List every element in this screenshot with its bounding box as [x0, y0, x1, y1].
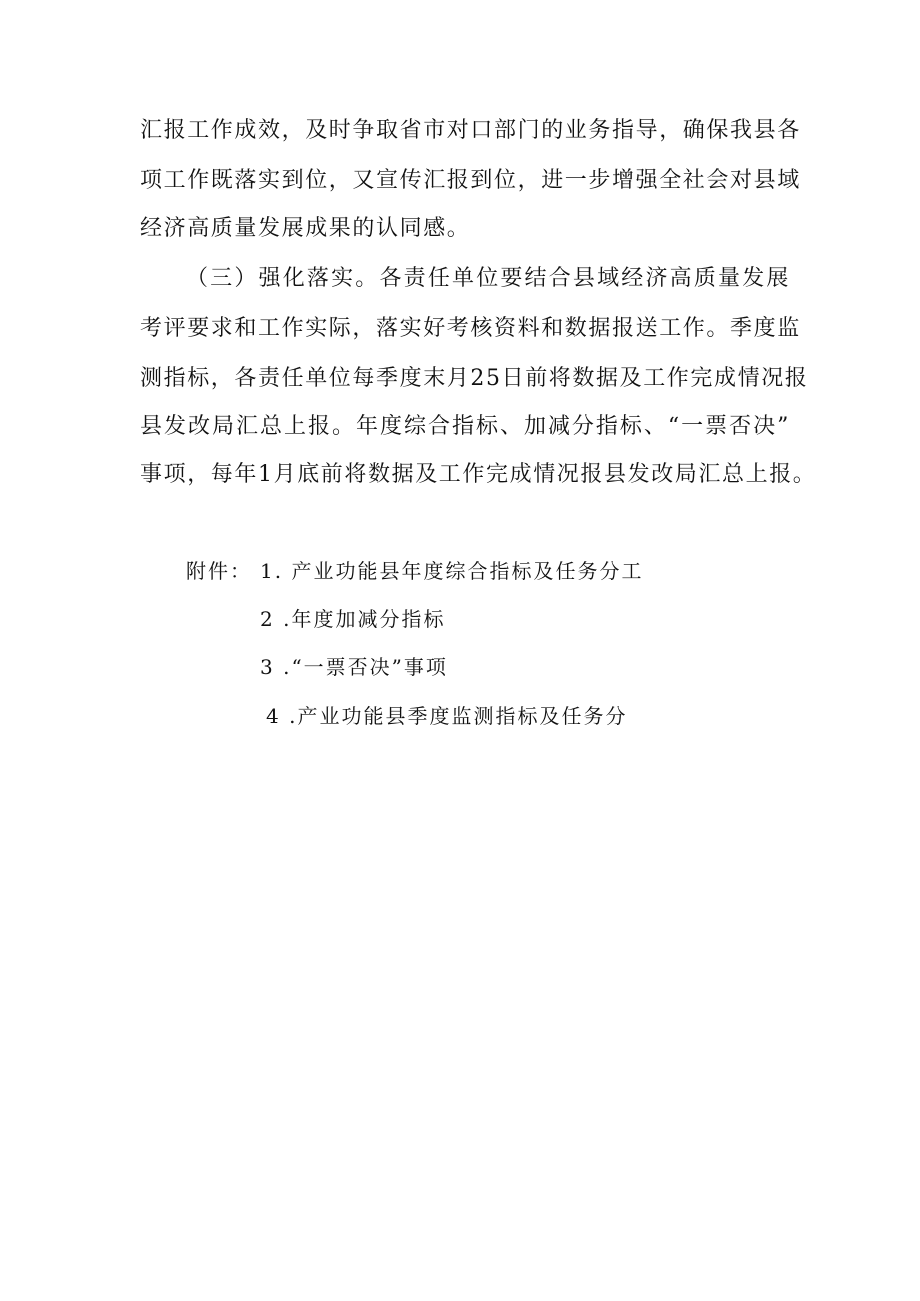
paragraph-1-line-3: 经济高质量发展成果的认同感。	[140, 216, 471, 241]
attachment-item-4: 4 .产业功能县季度监测指标及任务分	[266, 704, 628, 728]
attachments-label: 附件：	[186, 559, 252, 583]
attachment-item-2: 2 .年度加减分指标	[260, 607, 446, 631]
paragraph-2-line-1: （三）强化落实。各责任单位要结合县域经济高质量发展	[186, 266, 790, 291]
paragraph-2-line-5: 事项，每年1月底前将数据及工作完成情况报县发改局汇总上报。	[140, 462, 817, 487]
paragraph-1-line-1: 汇报工作成效，及时争取省市对口部门的业务指导，确保我县各	[140, 118, 801, 143]
paragraph-2-line-3: 测指标，各责任单位每季度末月25日前将数据及工作完成情况报	[140, 366, 809, 391]
paragraph-1-line-2: 项工作既落实到位，又宣传汇报到位，进一步增强全社会对县域	[140, 168, 801, 193]
paragraph-2-line-4: 县发改局汇总上报。年度综合指标、加减分指标、“一票否决”	[140, 414, 790, 439]
attachment-item-1: 1. 产业功能县年度综合指标及任务分工	[260, 559, 644, 583]
attachment-item-3: 3 .“一票否决”事项	[260, 655, 448, 679]
paragraph-2-line-2: 考评要求和工作实际，落实好考核资料和数据报送工作。季度监	[140, 316, 801, 341]
